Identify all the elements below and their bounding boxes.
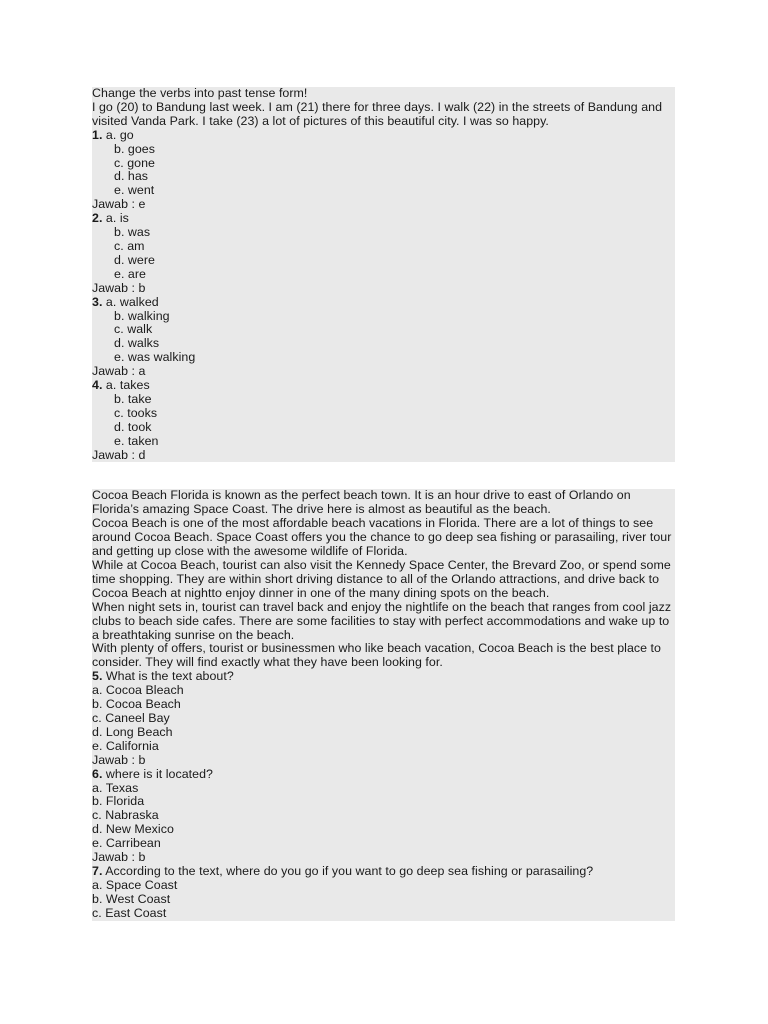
question-4 <box>92 379 675 393</box>
option-b: b. goes <box>114 141 155 156</box>
option-c: c. Nabraska <box>92 808 159 823</box>
question-1 <box>92 129 675 143</box>
question-6 <box>92 768 675 782</box>
option-c: c. walk <box>114 322 153 337</box>
option-d: d. walks <box>114 336 160 351</box>
option-d: d. Long Beach <box>92 724 173 739</box>
option-b: b. Cocoa Beach <box>92 697 181 712</box>
option-a: a. is <box>102 211 129 226</box>
passage-1: I go (20) to Bandung last week. I am (21) there for three days. I walk (22) in the streets of Bandung and visited Vanda Park. I take (23) a lot of pictures of this beautiful city. I was so happy. <box>92 99 663 128</box>
option-a: a. walked <box>102 294 159 309</box>
option-e: e. California <box>92 738 159 753</box>
option-a: a. Texas <box>92 780 139 795</box>
option-e: e. taken <box>114 433 159 448</box>
option-c: c. tooks <box>114 405 158 420</box>
part-1 <box>92 87 675 462</box>
question-text: According to the text, where do you go if you want to go deep sea fishing or parasailing? <box>102 863 594 878</box>
answer-6: Jawab : b <box>92 850 146 865</box>
option-d: d. New Mexico <box>92 822 174 837</box>
question-number: 1. <box>92 127 103 142</box>
option-d: d. took <box>114 419 152 434</box>
question-text: What is the text about? <box>102 669 234 684</box>
option-d: d. has <box>114 169 149 184</box>
answer-5: Jawab : b <box>92 752 146 767</box>
instruction: Change the verbs into past tense form! <box>92 86 308 100</box>
option-a: a. Cocoa Bleach <box>92 683 184 698</box>
question-7 <box>92 865 675 879</box>
question-3 <box>92 296 675 310</box>
option-e: e. went <box>114 183 155 198</box>
paragraph-2: Cocoa Beach is one of the most affordable beach vacations in Florida. There are a lot of things to see around Cocoa Beach. Space Coast offers you the chance to go deep sea fishing or parasailing, river tour and getting up close with the awesome wildlife of Florida. <box>92 516 672 559</box>
question-2 <box>92 212 675 226</box>
option-b: b. take <box>114 391 152 406</box>
paragraph-1: Cocoa Beach Florida is known as the perfect beach town. It is an hour drive to east of Orlando on Florida’s amazing Space Coast. The drive here is almost as beautiful as the beach. <box>92 488 631 517</box>
option-c: c. Caneel Bay <box>92 710 170 725</box>
question-number: 5. <box>92 669 103 684</box>
option-a: a. Space Coast <box>92 877 178 892</box>
question-number: 6. <box>92 766 103 781</box>
document-page <box>92 87 675 921</box>
question-number: 4. <box>92 378 103 393</box>
answer-2: Jawab : b <box>92 280 146 295</box>
option-c: c. gone <box>114 155 155 170</box>
option-c: c. East Coast <box>92 905 167 920</box>
question-5 <box>92 670 675 684</box>
answer-1: Jawab : e <box>92 197 146 212</box>
paragraph-4: When night sets in, tourist can travel back and enjoy the nightlife on the beach that ranges from cool jazz clubs to beach side cafes. There are some facilities to stay with perfect accommodations and wake up to a breathtaking sunrise on the beach. <box>92 599 672 642</box>
paragraph-5: With plenty of offers, tourist or businessmen who like beach vacation, Cocoa Beach is the best place to consider. They will find exactly what they have been looking for. <box>92 641 661 670</box>
option-e: e. Carribean <box>92 836 161 851</box>
option-a: a. go <box>102 127 134 142</box>
paragraph-3: While at Cocoa Beach, tourist can also visit the Kennedy Space Center, the Brevard Zoo, or spend some time shopping. They are within short driving distance to all of the Orlando attractions, and drive back to Cocoa Beach at nightto enjoy dinner in one of the many dining spots on the beach. <box>92 558 671 600</box>
question-number: 3. <box>92 294 103 309</box>
option-e: e. was walking <box>114 350 196 365</box>
part-2 <box>92 489 675 920</box>
question-text: where is it located? <box>102 766 213 781</box>
option-b: b. was <box>114 225 151 240</box>
section-gap <box>92 462 675 489</box>
question-number: 7. <box>92 863 103 878</box>
option-b: b. Florida <box>92 794 145 809</box>
option-a: a. takes <box>102 378 150 393</box>
option-b: b. West Coast <box>92 891 171 906</box>
option-d: d. were <box>114 252 155 267</box>
answer-4: Jawab : d <box>92 447 146 462</box>
option-c: c. am <box>114 238 145 253</box>
option-b: b. walking <box>114 308 170 323</box>
option-e: e. are <box>114 266 146 281</box>
question-number: 2. <box>92 211 103 226</box>
answer-3: Jawab : a <box>92 364 146 379</box>
